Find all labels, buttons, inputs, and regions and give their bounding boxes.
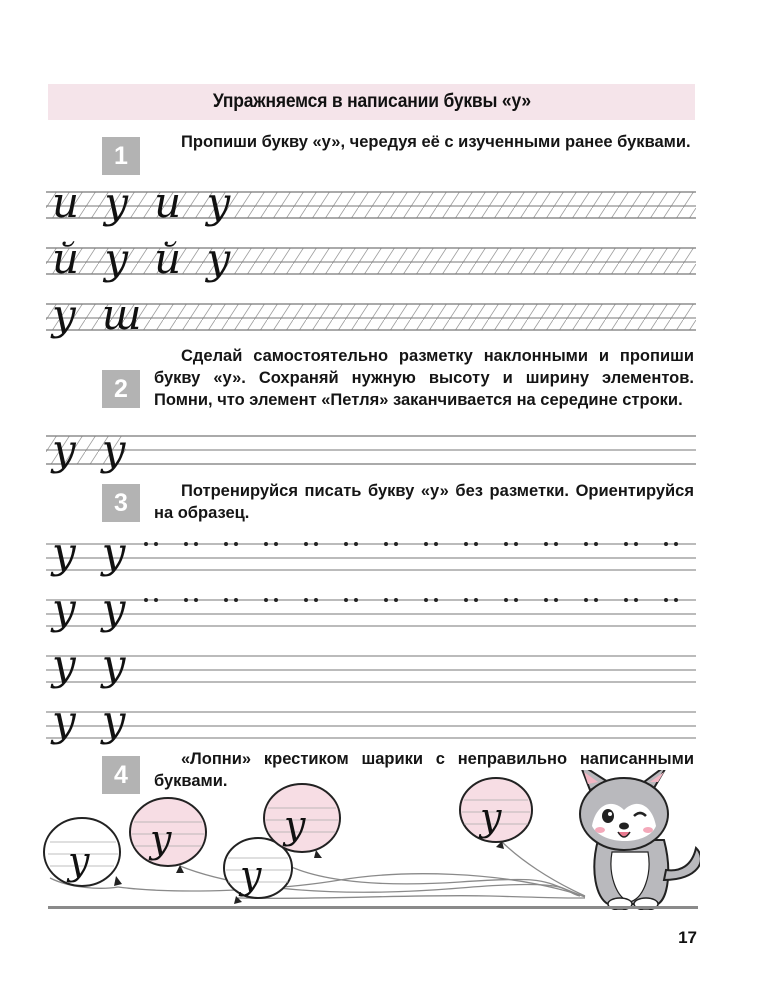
ex3-row-2	[46, 600, 696, 626]
balloons-illustration	[40, 770, 700, 910]
task-number-1: 1	[102, 137, 140, 175]
bottom-rule	[48, 906, 698, 909]
exercise-3-row-1: у у	[52, 528, 133, 577]
balloon-5[interactable]	[460, 778, 532, 849]
exercise-3-row-3: у у	[52, 640, 133, 689]
page-title: Упражняемся в написании буквы «у»	[212, 91, 531, 112]
task-number-4: 4	[102, 756, 140, 794]
exercise-3-row-4: у у	[52, 696, 133, 745]
page-number: 17	[678, 928, 697, 947]
balloon-1[interactable]	[44, 818, 122, 886]
balloon-5-letter: у	[480, 795, 503, 839]
task-1-text: Пропиши букву «у», чередуя её с изученными ранее буквами.	[181, 133, 691, 151]
exercise-3-row-2: у у	[52, 584, 133, 633]
exercise-2-sample: у у	[52, 425, 133, 474]
exercise-1-row-1: и у и у	[52, 178, 237, 227]
balloon-2-letter: у	[150, 817, 173, 861]
task-2-text: Сделай самостоятельно разметку наклонными и пропиши букву «у». Сохраняй нужную высоту и ширину элементов. Помни, что элемент «Петля» заканчивается на середине строки.	[154, 347, 694, 409]
exercise-1-row-3: у ш	[52, 290, 148, 339]
ex3-row-4	[46, 712, 696, 738]
ex3-row-1	[46, 544, 696, 570]
balloon-3-letter: у	[240, 853, 263, 897]
exercise-2-lines	[46, 432, 698, 472]
exercise-3-lines	[46, 536, 698, 746]
balloon-2[interactable]	[130, 798, 206, 873]
ex3-row-3	[46, 656, 696, 682]
task-number-3: 3	[102, 484, 140, 522]
balloon-4-letter: у	[284, 803, 307, 847]
exercise-1-row-2: й у й у	[52, 234, 237, 283]
balloon-1-letter: у	[68, 839, 91, 883]
header-band	[48, 84, 695, 120]
task-number-2: 2	[102, 370, 140, 408]
task-3-text: Потренируйся писать букву «у» без разметки. Ориентируйся на образец.	[154, 482, 694, 522]
task-4-text: «Лопни» крестиком шарики с неправильно написанными буквами.	[154, 750, 694, 790]
puppy-illustration	[580, 770, 700, 910]
